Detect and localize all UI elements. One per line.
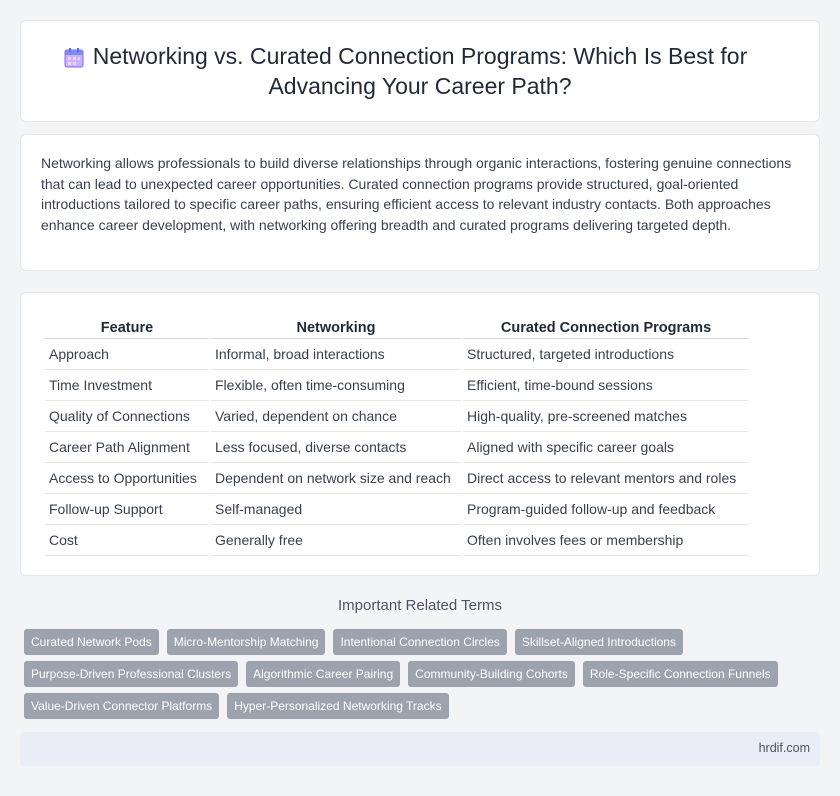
table-row — [45, 370, 749, 401]
table-cell: Quality of Connections — [45, 401, 209, 432]
comparison-table — [43, 315, 751, 556]
table-row — [45, 339, 749, 370]
related-terms-list — [24, 629, 804, 719]
table-cell: Time Investment — [45, 370, 209, 401]
intro-paragraph: Networking allows professionals to build diverse relationships through organic interactions, fostering genuine connections that can lead to unexpected career opportunities. Curated connection programs provide structured, goal-oriented introductions tailored to specific career paths, ensuring efficient access to relevant industry contacts. Both approaches enhance career development, with networking offering breadth and curated programs delivering targeted depth. — [41, 155, 792, 233]
header-feature: Feature — [45, 315, 209, 339]
table-row — [45, 432, 749, 463]
table-cell: Follow-up Support — [45, 494, 209, 525]
table-row — [45, 401, 749, 432]
table-cell: High-quality, pre-screened matches — [463, 401, 749, 432]
table-row — [45, 494, 749, 525]
header-networking: Networking — [211, 315, 461, 339]
table-cell: Aligned with specific career goals — [463, 432, 749, 463]
table-cell: Less focused, diverse contacts — [211, 432, 461, 463]
related-term-tag[interactable]: Community-Building Cohorts — [408, 661, 575, 687]
table-cell: Informal, broad interactions — [211, 339, 461, 370]
related-term-tag[interactable]: Micro-Mentorship Matching — [167, 629, 326, 655]
table-cell: Efficient, time-bound sessions — [463, 370, 749, 401]
table-cell: Access to Opportunities — [45, 463, 209, 494]
related-terms-title: Important Related Terms — [338, 597, 502, 614]
related-term-tag[interactable]: Skillset-Aligned Introductions — [515, 629, 683, 655]
table-cell: Generally free — [211, 525, 461, 556]
related-term-tag[interactable]: Intentional Connection Circles — [333, 629, 506, 655]
related-term-tag[interactable]: Value-Driven Connector Platforms — [24, 693, 219, 719]
related-term-tag[interactable]: Purpose-Driven Professional Clusters — [24, 661, 238, 687]
table-cell: Career Path Alignment — [45, 432, 209, 463]
intro-card — [20, 134, 820, 271]
table-cell: Dependent on network size and reach — [211, 463, 461, 494]
table-cell: Direct access to relevant mentors and roles — [463, 463, 749, 494]
table-cell: Approach — [45, 339, 209, 370]
table-row — [45, 525, 749, 556]
table-cell: Self-managed — [211, 494, 461, 525]
page-title: Networking vs. Curated Connection Programs: Which Is Best for Advancing Your Career Path? — [92, 43, 748, 99]
header-curated: Curated Connection Programs — [463, 315, 749, 339]
table-row — [45, 463, 749, 494]
related-term-tag[interactable]: Curated Network Pods — [24, 629, 159, 655]
comparison-card — [20, 292, 820, 576]
table-cell: Cost — [45, 525, 209, 556]
table-cell: Flexible, often time-consuming — [211, 370, 461, 401]
related-term-tag[interactable]: Algorithmic Career Pairing — [246, 661, 400, 687]
related-term-tag[interactable]: Role-Specific Connection Funnels — [583, 661, 778, 687]
table-cell: Program-guided follow-up and feedback — [463, 494, 749, 525]
title-card — [20, 20, 820, 122]
table-cell: Often involves fees or membership — [463, 525, 749, 556]
table-cell: Structured, targeted introductions — [463, 339, 749, 370]
table-cell: Varied, dependent on chance — [211, 401, 461, 432]
related-term-tag[interactable]: Hyper-Personalized Networking Tracks — [227, 693, 448, 719]
footer-site-link[interactable]: hrdif.com — [758, 741, 810, 755]
table-header-row — [45, 315, 749, 339]
footer — [20, 732, 820, 766]
